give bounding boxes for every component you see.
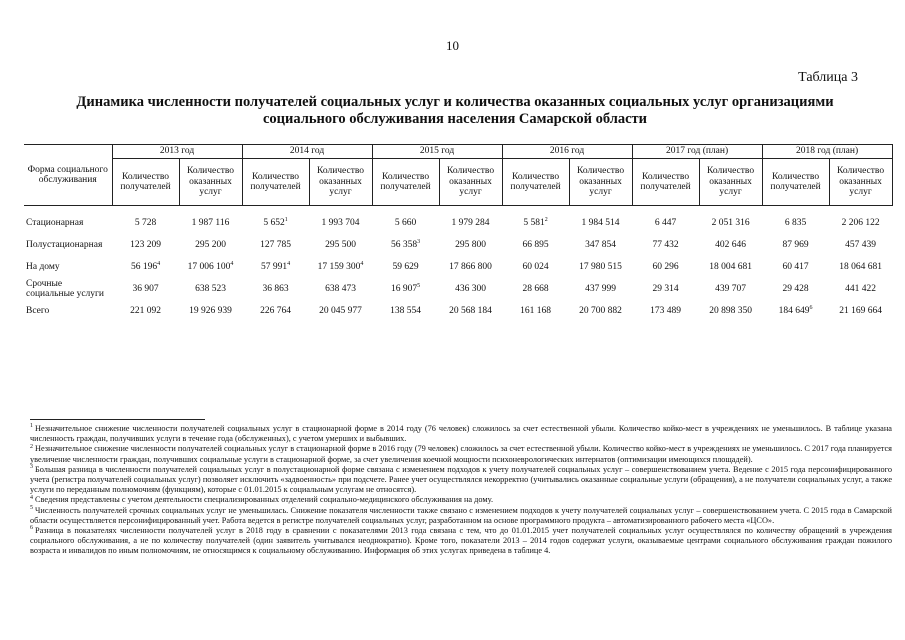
- table-cell: [569, 206, 632, 235]
- cell-value: 439 707: [715, 284, 746, 294]
- cell-value: 295 500: [325, 240, 356, 250]
- services-header: Количество оказанных услуг: [439, 159, 502, 206]
- table-cell: [829, 206, 892, 235]
- cell-value: 441 422: [845, 284, 876, 294]
- table-cell: [699, 256, 762, 278]
- table-cell: [242, 234, 309, 256]
- table-cell: [632, 278, 699, 300]
- cell-value: 17 006 100: [187, 262, 231, 272]
- table-cell: [632, 206, 699, 235]
- table-cell: [439, 300, 502, 322]
- footnote-ref: 1: [284, 216, 288, 223]
- year-header: 2017 год (план): [632, 145, 762, 159]
- footnote-ref: 4: [360, 260, 364, 267]
- footnote-mark: 5: [30, 504, 33, 511]
- year-header: 2013 год: [112, 145, 242, 159]
- services-header: Количество оказанных услуг: [699, 159, 762, 206]
- table-cell: [309, 234, 372, 256]
- table-cell: [502, 278, 569, 300]
- table-row: [24, 278, 892, 300]
- cell-value: 60 417: [782, 262, 809, 272]
- recipients-header: Количество получателей: [112, 159, 179, 206]
- table-cell: [699, 278, 762, 300]
- cell-value: 2 051 316: [711, 218, 750, 228]
- cell-value: 123 209: [130, 240, 161, 250]
- cell-value: 221 092: [130, 306, 161, 316]
- services-header: Количество оказанных услуг: [179, 159, 242, 206]
- cell-value: 184 649: [778, 306, 810, 316]
- statistics-table: [24, 144, 893, 322]
- footnote: [30, 424, 892, 444]
- cell-value: 17 159 300: [317, 262, 361, 272]
- table-cell: [439, 278, 502, 300]
- table-cell: [502, 256, 569, 278]
- cell-value: 57 991: [260, 262, 288, 272]
- table-cell: [112, 206, 179, 235]
- footnote-mark: 6: [30, 525, 33, 532]
- document-title: Динамика численности получателей социальных услуг и количества оказанных социальных услуг организациями социального обслуживания населения Самарской области: [76, 94, 834, 127]
- table-cell: [439, 206, 502, 235]
- cell-value: 226 764: [260, 306, 291, 316]
- table-label: Таблица 3: [798, 70, 858, 85]
- cell-value: 29 428: [782, 284, 809, 294]
- table-cell: [502, 300, 569, 322]
- table-cell: [762, 256, 829, 278]
- cell-value: 60 024: [522, 262, 549, 272]
- table-cell: [179, 300, 242, 322]
- cell-value: 28 668: [522, 284, 549, 294]
- table-cell: [632, 234, 699, 256]
- services-header: Количество оказанных услуг: [309, 159, 372, 206]
- cell-value: 60 296: [652, 262, 679, 272]
- table-cell: [699, 300, 762, 322]
- cell-value: 638 523: [195, 284, 226, 294]
- cell-value: 20 898 350: [709, 306, 752, 316]
- table-cell: [372, 278, 439, 300]
- footnote-text: Сведения представлены с учетом деятельности специализированных отделений социально-медицинского обслуживания на дому.: [35, 495, 494, 505]
- cell-value: 138 554: [390, 306, 421, 316]
- services-header: Количество оказанных услуг: [829, 159, 892, 206]
- recipients-header: Количество получателей: [502, 159, 569, 206]
- footnote-text: Разница в показателях численности получателей услуг в 2018 году в сравнении с показателями 2013 года связана с тем, что до 01.01.2015 учет получателей социальных услуг осуществлялся по количеству обращений в учреждения социального обслуживания, а не по количеству получателей (один заявитель учитывался неоднократно). Кроме того, показатели 2013 – 2014 годов содержат услуги, оказываемые центрами социального обслуживания граждан пожилого возраста и инвалидов по иным полномочиям, не относящимся к социальному обслуживанию. Информация об этих услугах приведена в таблице 4.: [30, 526, 892, 556]
- cell-value: 59 629: [392, 262, 419, 272]
- footnote-mark: 3: [30, 464, 33, 471]
- cell-value: 1 987 116: [191, 218, 230, 228]
- row-label: Стационарная: [26, 217, 84, 228]
- table-cell: [112, 234, 179, 256]
- cell-value: 36 907: [132, 284, 159, 294]
- table-cell: [632, 300, 699, 322]
- table-cell: [372, 206, 439, 235]
- table-cell: [569, 234, 632, 256]
- cell-value: 1 979 284: [451, 218, 490, 228]
- table-row: [24, 256, 892, 278]
- table-cell: [569, 256, 632, 278]
- table-cell: [112, 300, 179, 322]
- table-cell: [829, 300, 892, 322]
- table-cell: [829, 234, 892, 256]
- table-cell: [242, 256, 309, 278]
- cell-value: 17 980 515: [579, 262, 622, 272]
- cell-value: 18 064 681: [839, 262, 882, 272]
- cell-value: 457 439: [845, 240, 876, 250]
- services-header: Количество оказанных услуг: [569, 159, 632, 206]
- table-cell: [242, 278, 309, 300]
- table-cell: [242, 300, 309, 322]
- form-column-header: Форма социального обслуживания: [24, 145, 112, 206]
- footnote-text: Незначительное снижение численности получателей социальных услуг в стационарной форме в 2016 году (79 человек) сложилось за счет естественной убыли. Количество койко-мест в учреждениях не уменьшилось. С 2017 года планируется увеличение численности граждан, получивших социальные услуги в стационарной форме, за счет увеличения коечной мощности психоневрологических интернатов (оптимизации имеющихся площадей).: [30, 444, 892, 464]
- table-cell: [762, 278, 829, 300]
- table-cell: [569, 300, 632, 322]
- footnote-text: Большая разница в численности получателей социальных услуг в полустационарной форме связана с изменением подходов к учету получателей социальных услуг – совершенствованием учета. Ведение с 2015 года персонифицированного учета (регистра получателей социальных услуг) позволяет исключить «задвоенность» при подсчете. Ранее учет осуществлялся некорректно (учитывались оказанные социальные услуги (обращения), а не получатели социальных услуг, а также услуги по переданным полномочиям (функциям), которые с 01.01.2015 к социальным услугам не относятся).: [30, 464, 892, 495]
- cell-value: 1 984 514: [581, 218, 620, 228]
- cell-value: 295 800: [455, 240, 486, 250]
- cell-value: 36 863: [262, 284, 289, 294]
- table-cell: [309, 278, 372, 300]
- table-cell: [309, 256, 372, 278]
- table-cell: [242, 206, 309, 235]
- year-header: 2016 год: [502, 145, 632, 159]
- cell-value: 402 646: [715, 240, 746, 250]
- table-cell: [372, 256, 439, 278]
- footnotes: [30, 424, 892, 557]
- table-row: [24, 234, 892, 256]
- recipients-header: Количество получателей: [632, 159, 699, 206]
- table-cell: [179, 256, 242, 278]
- table-cell: [829, 278, 892, 300]
- year-header: 2014 год: [242, 145, 372, 159]
- footnote-ref: 3: [417, 238, 421, 245]
- footnote-ref: 2: [544, 216, 548, 223]
- footnote: [30, 526, 892, 557]
- table-cell: [502, 206, 569, 235]
- table-cell: [762, 300, 829, 322]
- footnote: [30, 465, 892, 496]
- table-cell: [179, 234, 242, 256]
- footnote-ref: 4: [230, 260, 234, 267]
- table-cell: [699, 206, 762, 235]
- table-cell: [372, 300, 439, 322]
- table-cell: [439, 256, 502, 278]
- cell-value: 173 489: [650, 306, 681, 316]
- footnote-mark: 1: [30, 423, 33, 430]
- table-cell: [762, 206, 829, 235]
- cell-value: 77 432: [652, 240, 679, 250]
- cell-value: 87 969: [782, 240, 809, 250]
- table-row: [24, 300, 892, 322]
- row-label: На дому: [26, 261, 60, 272]
- recipients-header: Количество получателей: [372, 159, 439, 206]
- cell-value: 6 835: [784, 218, 807, 228]
- table-cell: [439, 234, 502, 256]
- cell-value: 1 993 704: [321, 218, 360, 228]
- cell-value: 5 660: [394, 218, 417, 228]
- cell-value: 20 045 977: [319, 306, 362, 316]
- footnote-text: Численность получателей срочных социальных услуг не уменьшилась. Снижение показателя численности также связано с изменением подходов к учету получателей социальных услуг – совершенствованием учета. С 2015 года в Самарской области осуществляется персонифицированный учет. Работа ведется в регистре получателей социальных услуг, разработанном на основе программного продукта – автоматизированного рабочего места «ЦСО».: [30, 505, 892, 525]
- table-cell: [829, 256, 892, 278]
- cell-value: 18 004 681: [709, 262, 752, 272]
- recipients-header: Количество получателей: [762, 159, 829, 206]
- footnote: [30, 444, 892, 464]
- cell-value: 21 169 664: [839, 306, 882, 316]
- cell-value: 5 652: [263, 218, 285, 228]
- footnote-mark: 4: [30, 494, 33, 501]
- table-row: [24, 206, 892, 235]
- year-header: 2015 год: [372, 145, 502, 159]
- cell-value: 5 581: [523, 218, 545, 228]
- year-header: 2018 год (план): [762, 145, 892, 159]
- cell-value: 66 895: [522, 240, 549, 250]
- cell-value: 16 907: [390, 284, 418, 294]
- table-cell: [569, 278, 632, 300]
- footnote-divider: [30, 419, 205, 420]
- footnote-ref: 4: [287, 260, 291, 267]
- row-label: Всего: [26, 305, 50, 316]
- cell-value: 17 866 800: [449, 262, 492, 272]
- cell-value: 347 854: [585, 240, 616, 250]
- cell-value: 5 728: [134, 218, 157, 228]
- cell-value: 161 168: [520, 306, 551, 316]
- table-cell: [632, 256, 699, 278]
- table-cell: [112, 278, 179, 300]
- table-cell: [179, 278, 242, 300]
- cell-value: 127 785: [260, 240, 291, 250]
- cell-value: 638 473: [325, 284, 356, 294]
- cell-value: 295 200: [195, 240, 226, 250]
- table-cell: [762, 234, 829, 256]
- table-cell: [309, 206, 372, 235]
- cell-value: 20 568 184: [449, 306, 492, 316]
- table-cell: [372, 234, 439, 256]
- cell-value: 20 700 882: [579, 306, 622, 316]
- table-cell: [309, 300, 372, 322]
- footnote-text: Незначительное снижение численности получателей социальных услуг в стационарной форме в 2014 году (76 человек) сложилось за счет естественной убыли. Количество койко-мест в учреждениях не уменьшилось. В таблице указана численность граждан, получивших услуги в течение года (обслуженных), с учетом умерших и выбывших.: [30, 424, 892, 444]
- footnote-ref: 4: [157, 260, 161, 267]
- cell-value: 6 447: [654, 218, 677, 228]
- footnote: [30, 506, 892, 526]
- table-cell: [699, 234, 762, 256]
- cell-value: 19 926 939: [189, 306, 232, 316]
- footnote-ref: 5: [417, 282, 421, 289]
- cell-value: 56 196: [130, 262, 158, 272]
- table-cell: [179, 206, 242, 235]
- cell-value: 2 206 122: [841, 218, 880, 228]
- row-label: Срочные социальные услуги: [26, 278, 105, 299]
- footnote-mark: 2: [30, 443, 33, 450]
- footnote: [30, 495, 892, 505]
- table-cell: [112, 256, 179, 278]
- recipients-header: Количество получателей: [242, 159, 309, 206]
- page-number: 10: [446, 38, 459, 53]
- cell-value: 436 300: [455, 284, 486, 294]
- table-cell: [502, 234, 569, 256]
- footnote-ref: 6: [809, 304, 813, 311]
- row-label: Полустационарная: [26, 239, 103, 250]
- cell-value: 437 999: [585, 284, 616, 294]
- cell-value: 56 358: [390, 240, 418, 250]
- cell-value: 29 314: [652, 284, 679, 294]
